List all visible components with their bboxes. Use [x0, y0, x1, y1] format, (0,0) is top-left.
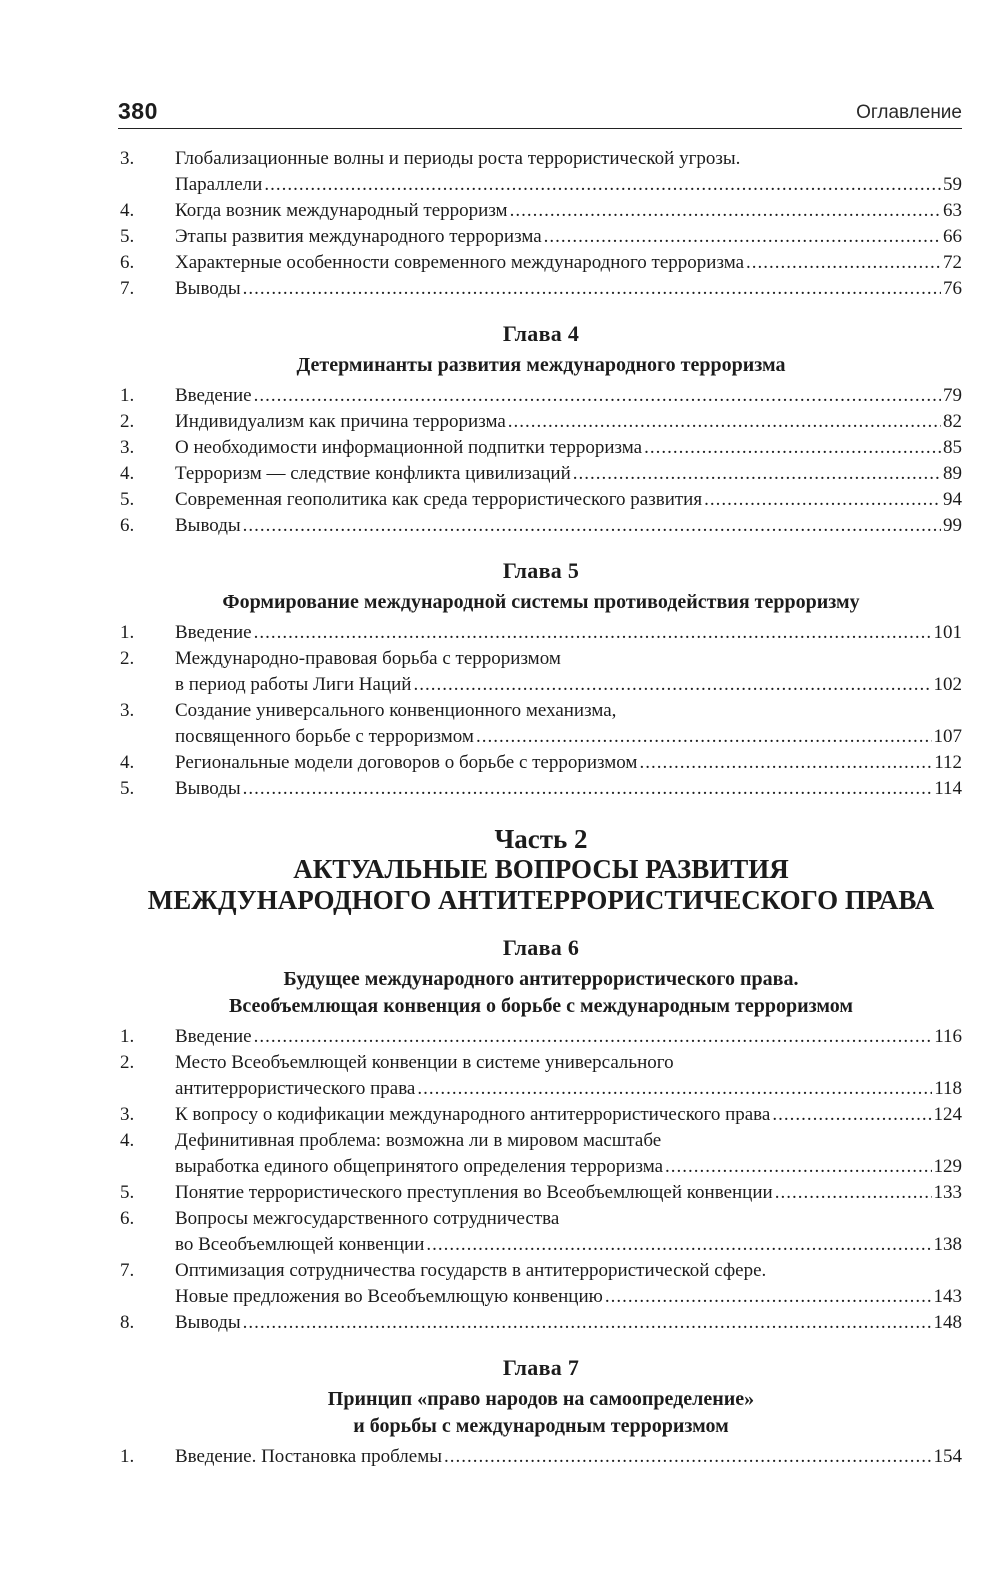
- toc-entry-number: 6.: [120, 252, 135, 273]
- toc-entry-page: 72: [943, 252, 962, 273]
- toc-entry-page: 94: [943, 489, 962, 510]
- toc-entry-number: 3.: [120, 700, 135, 721]
- toc-entry-text: [175, 1024, 962, 1050]
- toc-entry-page: 124: [933, 1104, 962, 1125]
- toc-entry-last-line: [175, 487, 962, 513]
- dot-leader: [775, 1180, 932, 1206]
- toc-entry-text: [175, 461, 962, 487]
- toc-entry-number: 4.: [120, 200, 135, 221]
- toc-entry-text: [175, 435, 962, 461]
- chapter-6-label: Глава 6: [502, 935, 580, 960]
- toc-entry-last-line: [175, 1310, 962, 1336]
- toc-entry-page: 114: [934, 778, 962, 799]
- dot-leader: [665, 1154, 931, 1180]
- dot-leader: [510, 198, 941, 224]
- toc-entry-last-line: [175, 172, 962, 198]
- toc-entry-last-line: [175, 224, 962, 250]
- toc-entry: [120, 383, 962, 409]
- toc-entry-page: 101: [933, 622, 962, 643]
- dot-leader: [746, 250, 941, 276]
- toc-entry-text: [175, 513, 962, 539]
- toc-entry: [120, 1444, 962, 1470]
- dot-leader: [243, 513, 941, 539]
- dot-leader: [544, 224, 941, 250]
- toc-entry-page: 66: [943, 226, 962, 247]
- toc-entry: [120, 409, 962, 435]
- toc-entry: [120, 1258, 962, 1310]
- toc-entry-text: [175, 1128, 962, 1180]
- toc-entry-page: 133: [933, 1182, 962, 1203]
- toc-entry-text: [175, 620, 962, 646]
- toc-entry-text: [175, 383, 962, 409]
- toc-entry-text: [175, 698, 962, 750]
- chapter-title-line: и борьбы с международным терроризмом: [353, 1415, 729, 1437]
- toc-entry-number: 1.: [120, 1446, 135, 1467]
- toc-entry: [120, 250, 962, 276]
- dot-leader: [605, 1284, 932, 1310]
- dot-leader: [243, 276, 941, 302]
- toc-entry: [120, 461, 962, 487]
- toc-entry-page: 148: [933, 1312, 962, 1333]
- toc-entry: [120, 276, 962, 302]
- toc-entry-page: 118: [934, 1078, 962, 1099]
- page-number: 380: [118, 98, 158, 124]
- dot-leader: [254, 620, 932, 646]
- toc-entry: [120, 1050, 962, 1102]
- chapter-title-line: Будущее международного антитеррористического права.: [283, 968, 799, 990]
- toc-entry-last-line: [175, 1076, 962, 1102]
- toc-entry-text: [175, 776, 962, 802]
- chapter-title-line: Принцип «право народов на самоопределение»: [327, 1388, 755, 1410]
- toc-entry-text: [175, 1050, 962, 1102]
- toc-entry-title: Введение: [175, 385, 252, 406]
- toc-entry: [120, 1024, 962, 1050]
- toc-entry: [120, 1128, 962, 1180]
- toc-entry-title: антитеррористического права: [175, 1078, 416, 1099]
- toc-entry-title: Параллели: [175, 174, 263, 195]
- chapter-5-label: Глава 5: [502, 558, 580, 583]
- toc-entry-last-line: [175, 1444, 962, 1470]
- toc-entry-text: [175, 198, 962, 224]
- chapter-title-line: Детерминанты развития международного терроризма: [296, 354, 786, 376]
- toc-entry-number: 5.: [120, 1182, 135, 1203]
- chapter-title-line: Формирование международной системы противодействия терроризму: [222, 591, 860, 613]
- toc-entry-line: Глобализационные волны и периоды роста террористической угрозы.: [175, 148, 741, 169]
- toc-entry-text: [175, 750, 962, 776]
- toc-entry-title: Выводы: [175, 778, 241, 799]
- toc-entry-line: Оптимизация сотрудничества государств в антитеррористической сфере.: [175, 1260, 767, 1281]
- toc-entry-number: 2.: [120, 1052, 135, 1073]
- toc-entry-number: 5.: [120, 778, 135, 799]
- toc-entry-last-line: [175, 383, 962, 409]
- toc-entry-last-line: [175, 1284, 962, 1310]
- toc-entry-last-line: [175, 461, 962, 487]
- chapter-4-label: Глава 4: [502, 321, 580, 346]
- toc-entry: [120, 146, 962, 198]
- toc-entry-number: 6.: [120, 515, 135, 536]
- toc-entry-title: выработка единого общепринятого определения терроризма: [175, 1156, 664, 1177]
- toc-entry-text: [175, 409, 962, 435]
- toc-entry-line: Дефинитивная проблема: возможна ли в мировом масштабе: [175, 1130, 662, 1151]
- toc-entry-text: [175, 487, 962, 513]
- dot-leader: [243, 1310, 932, 1336]
- toc-entry-number: 2.: [120, 648, 135, 669]
- toc-entry-number: 7.: [120, 278, 135, 299]
- toc-entry-number: 4.: [120, 463, 135, 484]
- toc-entry-number: 5.: [120, 226, 135, 247]
- toc-entry-title: Характерные особенности современного международного терроризма: [175, 252, 745, 273]
- toc-entry-last-line: [175, 1232, 962, 1258]
- toc-entry-text: [175, 1444, 962, 1470]
- toc-entry-page: 85: [943, 437, 962, 458]
- toc-entry-page: 76: [943, 278, 962, 299]
- toc-entry-title: Когда возник международный терроризм: [175, 200, 508, 221]
- toc-list-top: [120, 146, 962, 302]
- toc-entry-page: 143: [933, 1286, 962, 1307]
- toc-entry-text: [175, 1206, 962, 1258]
- toc-entry: [120, 513, 962, 539]
- part-2-title-line-2: МЕЖДУНАРОДНОГО АНТИТЕРРОРИСТИЧЕСКОГО ПРАВА: [147, 885, 935, 915]
- toc-entry-title: Понятие террористического преступления во Всеобъемлющей конвенции: [175, 1182, 773, 1203]
- toc-entry-last-line: [175, 1102, 962, 1128]
- chapter-4-entries: [120, 383, 962, 539]
- dot-leader: [417, 1076, 932, 1102]
- toc-entry-text: [175, 146, 962, 198]
- dot-leader: [243, 776, 933, 802]
- toc-entry-page: 112: [934, 752, 962, 773]
- toc-entry: [120, 698, 962, 750]
- dot-leader: [254, 1024, 933, 1050]
- dot-leader: [644, 435, 941, 461]
- toc-entry-text: [175, 1102, 962, 1128]
- toc-entry-page: 63: [943, 200, 962, 221]
- toc-entry-line: Создание универсального конвенционного механизма,: [175, 700, 617, 721]
- toc-entry-title: Выводы: [175, 515, 241, 536]
- toc-entry-number: 1.: [120, 385, 135, 406]
- toc-entry-last-line: [175, 513, 962, 539]
- toc-entry-last-line: [175, 620, 962, 646]
- toc-entry-title: в период работы Лиги Наций: [175, 674, 412, 695]
- toc-entry-text: [175, 224, 962, 250]
- toc-entry-page: 129: [933, 1156, 962, 1177]
- toc-entry: [120, 487, 962, 513]
- dot-leader: [639, 750, 932, 776]
- toc-entry-number: 3.: [120, 437, 135, 458]
- chapter-7-label: Глава 7: [502, 1355, 580, 1380]
- chapter-5-title: [120, 589, 962, 616]
- dot-leader: [573, 461, 941, 487]
- toc-entry-text: [175, 646, 962, 698]
- toc-entry-number: 7.: [120, 1260, 135, 1281]
- toc-entry-last-line: [175, 198, 962, 224]
- toc-entry-last-line: [175, 776, 962, 802]
- toc-entry-text: [175, 1310, 962, 1336]
- dot-leader: [772, 1102, 931, 1128]
- dot-leader: [426, 1232, 931, 1258]
- toc-entry-page: 82: [943, 411, 962, 432]
- toc-entry-last-line: [175, 435, 962, 461]
- toc-entry-number: 3.: [120, 1104, 135, 1125]
- chapter-4-title: [120, 352, 962, 379]
- toc-entry-title: Региональные модели договоров о борьбе с терроризмом: [175, 752, 638, 773]
- toc-entry: [120, 1180, 962, 1206]
- toc-entry: [120, 198, 962, 224]
- part-2-title-line-1: АКТУАЛЬНЫЕ ВОПРОСЫ РАЗВИТИЯ: [293, 854, 789, 884]
- running-title: Оглавление: [856, 102, 962, 123]
- toc-entry-last-line: [175, 409, 962, 435]
- toc-entry: [120, 1206, 962, 1258]
- chapter-6-title: [120, 966, 962, 1020]
- dot-leader: [444, 1444, 931, 1470]
- toc-entry-last-line: [175, 672, 962, 698]
- toc-entry-title: Индивидуализм как причина терроризма: [175, 411, 506, 432]
- toc-entry-page: 89: [943, 463, 962, 484]
- toc-entry-last-line: [175, 1180, 962, 1206]
- toc-entry-title: во Всеобъемлющей конвенции: [175, 1234, 425, 1255]
- toc-entry: [120, 776, 962, 802]
- toc-entry-text: [175, 1258, 962, 1310]
- toc-entry: [120, 435, 962, 461]
- chapter-7-entries: [120, 1444, 962, 1470]
- toc-entry: [120, 224, 962, 250]
- table-of-contents: [120, 146, 962, 1470]
- toc-entry-title: посвященного борьбе с терроризмом: [175, 726, 474, 747]
- toc-entry-number: 2.: [120, 411, 135, 432]
- toc-entry-last-line: [175, 250, 962, 276]
- chapter-7-title: [120, 1386, 962, 1440]
- toc-entry-title: О необходимости информационной подпитки терроризма: [175, 437, 643, 458]
- toc-entry-title: Терроризм — следствие конфликта цивилизаций: [175, 463, 571, 484]
- toc-entry-last-line: [175, 276, 962, 302]
- toc-entry-line: Вопросы межгосударственного сотрудничества: [175, 1208, 560, 1229]
- toc-entry-page: 99: [943, 515, 962, 536]
- toc-entry-number: 8.: [120, 1312, 135, 1333]
- toc-entry-number: 6.: [120, 1208, 135, 1229]
- toc-entry: [120, 1102, 962, 1128]
- toc-entry-title: К вопросу о кодификации международного антитеррористического права: [175, 1104, 771, 1125]
- dot-leader: [476, 724, 932, 750]
- toc-entry: [120, 1310, 962, 1336]
- toc-entry-text: [175, 276, 962, 302]
- toc-entry-page: 154: [933, 1446, 962, 1467]
- toc-entry: [120, 646, 962, 698]
- toc-entry-title: Выводы: [175, 278, 241, 299]
- dot-leader: [508, 409, 941, 435]
- chapter-6-entries: [120, 1024, 962, 1336]
- toc-entry-number: 4.: [120, 752, 135, 773]
- toc-entry-page: 107: [933, 726, 962, 747]
- chapter-5-entries: [120, 620, 962, 802]
- dot-leader: [254, 383, 941, 409]
- toc-entry-text: [175, 250, 962, 276]
- dot-leader: [264, 172, 941, 198]
- toc-entry-last-line: [175, 750, 962, 776]
- dot-leader: [704, 487, 941, 513]
- toc-entry-page: 116: [934, 1026, 962, 1047]
- toc-entry-last-line: [175, 1024, 962, 1050]
- toc-entry: [120, 750, 962, 776]
- toc-entry-text: [175, 1180, 962, 1206]
- toc-entry-number: 4.: [120, 1130, 135, 1151]
- toc-entry: [120, 620, 962, 646]
- toc-entry-title: Этапы развития международного терроризма: [175, 226, 542, 247]
- toc-entry-title: Введение. Постановка проблемы: [175, 1446, 443, 1467]
- toc-entry-number: 1.: [120, 622, 135, 643]
- page-header: [118, 96, 962, 129]
- toc-entry-title: Выводы: [175, 1312, 241, 1333]
- dot-leader: [413, 672, 931, 698]
- toc-entry-number: 3.: [120, 148, 135, 169]
- chapter-title-line: Всеобъемлющая конвенция о борьбе с международным терроризмом: [228, 995, 853, 1017]
- toc-entry-last-line: [175, 1154, 962, 1180]
- part-2-label: Часть 2: [494, 824, 588, 854]
- toc-entry-number: 1.: [120, 1026, 135, 1047]
- toc-entry-title: Современная геополитика как среда террористического развития: [175, 489, 703, 510]
- toc-entry-title: Новые предложения во Всеобъемлющую конвенцию: [175, 1286, 603, 1307]
- toc-entry-line: Международно-правовая борьба с терроризмом: [175, 648, 561, 669]
- toc-entry-page: 79: [943, 385, 962, 406]
- toc-entry-line: Место Всеобъемлющей конвенции в системе универсального: [175, 1052, 674, 1073]
- toc-entry-number: 5.: [120, 489, 135, 510]
- toc-entry-title: Введение: [175, 1026, 252, 1047]
- toc-entry-last-line: [175, 724, 962, 750]
- toc-entry-page: 59: [943, 174, 962, 195]
- toc-entry-page: 102: [933, 674, 962, 695]
- toc-entry-title: Введение: [175, 622, 252, 643]
- toc-entry-page: 138: [933, 1234, 962, 1255]
